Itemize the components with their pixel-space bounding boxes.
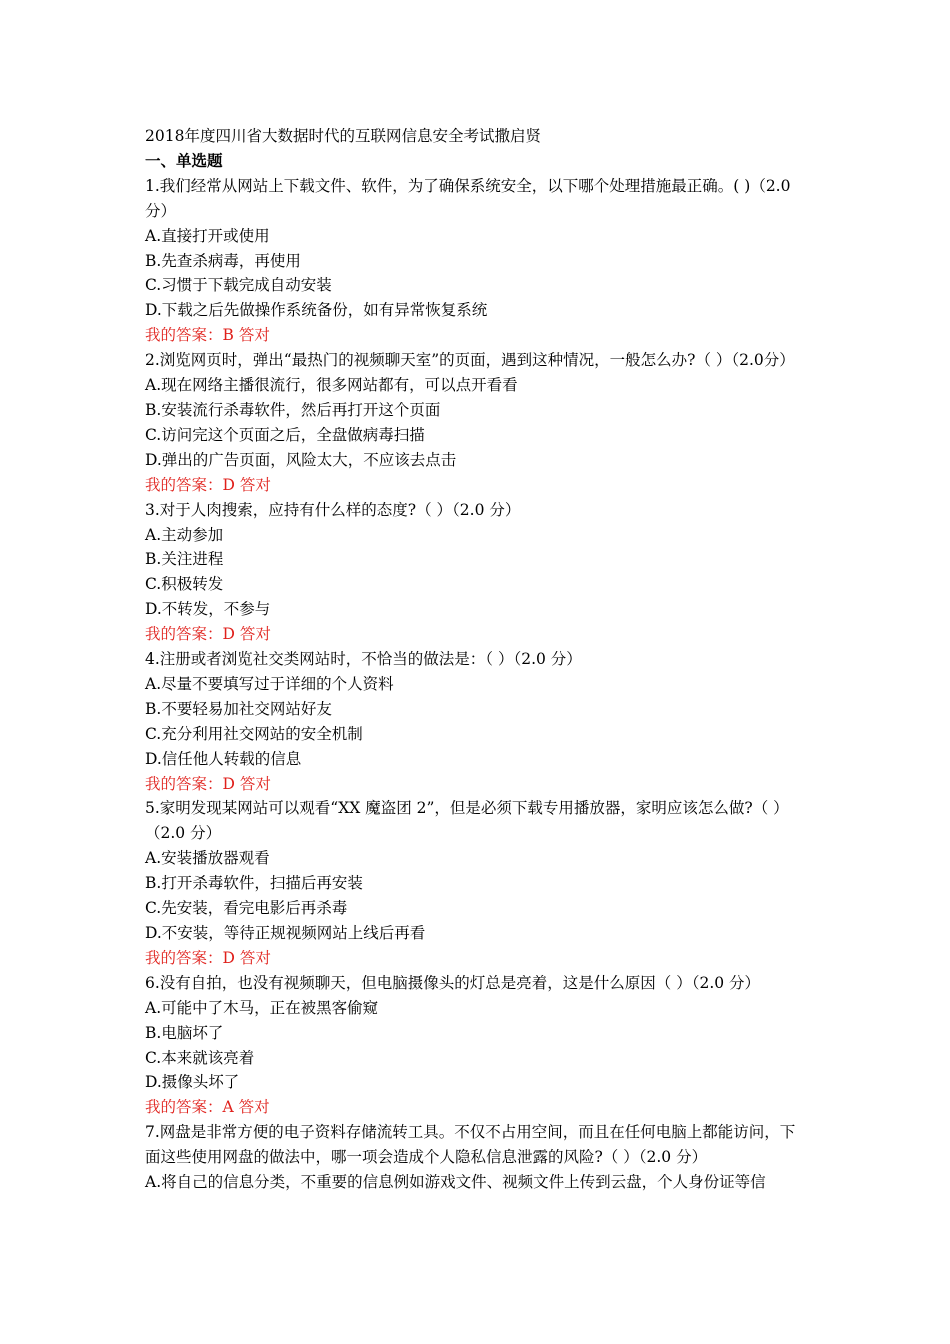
option-c: C.访问完这个页面之后，全盘做病毒扫描: [145, 425, 425, 444]
option-d: D.信任他人转载的信息: [145, 749, 302, 768]
option-a: A.现在网络主播很流行，很多网站都有，可以点开看看: [145, 376, 518, 395]
question-block: [145, 647, 810, 796]
option-d: D.弹出的广告页面，风险太大，不应该去点击: [145, 450, 457, 469]
my-answer: 我的答案：D 答对: [145, 625, 271, 644]
option-b: B.电脑坏了: [145, 1023, 224, 1042]
my-answer: 我的答案：D 答对: [145, 948, 271, 967]
section-heading: 一、单选题: [145, 150, 223, 170]
option-a: A.直接打开或使用: [145, 226, 270, 245]
question-text: 1.我们经常从网站上下载文件、软件，为了确保系统安全，以下哪个处理措施最正确。( )（2.0分）: [145, 176, 791, 220]
document-page: [145, 124, 810, 1195]
question-block: [145, 174, 810, 348]
option-b: B.安装流行杀毒软件，然后再打开这个页面: [145, 400, 441, 419]
option-c: C.充分利用社交网站的安全机制: [145, 724, 363, 743]
question-block: [145, 1120, 810, 1195]
my-answer: 我的答案：D 答对: [145, 774, 271, 793]
option-b: B.不要轻易加社交网站好友: [145, 699, 332, 718]
question-text: 7.网盘是非常方便的电子资料存储流转工具。不仅不占用空间，而且在任何电脑上都能访问，下面这些使用网盘的做法中，哪一项会造成个人隐私信息泄露的风险?（ ）（2.0 分）: [145, 1123, 796, 1167]
option-b: B.关注进程: [145, 550, 224, 569]
question-text: 4.注册或者浏览社交类网站时，不恰当的做法是：（ ）（2.0 分）: [145, 650, 582, 669]
option-a: A.尽量不要填写过于详细的个人资料: [145, 674, 394, 693]
question-block: [145, 348, 810, 497]
option-d: D.摄像头坏了: [145, 1073, 240, 1092]
option-a: A.安装播放器观看: [145, 849, 270, 868]
question-block: [145, 971, 810, 1120]
option-a: A.主动参加: [145, 525, 224, 544]
my-answer: 我的答案：B 答对: [145, 326, 270, 345]
option-b: B.打开杀毒软件，扫描后再安装: [145, 874, 363, 893]
question-text: 5.家明发现某网站可以观看“XX 魔盗团 2”，但是必须下载专用播放器，家明应该怎么做?（ ）（2.0 分）: [145, 799, 789, 843]
option-a: A.可能中了木马，正在被黑客偷窥: [145, 998, 379, 1017]
option-c: C.习惯于下载完成自动安装: [145, 276, 332, 295]
option-c: C.本来就该亮着: [145, 1048, 255, 1067]
option-d: D.不转发，不参与: [145, 600, 271, 619]
option-d: D.不安装，等待正规视频网站上线后再看: [145, 924, 426, 942]
question-text: 6.没有自拍，也没有视频聊天，但电脑摄像头的灯总是亮着，这是什么原因（ ）（2.0 分）: [145, 973, 761, 992]
option-a: A.将自己的信息分类，不重要的信息例如游戏文件、视频文件上传到云盘，个人身份证等信: [145, 1173, 766, 1192]
question-block: [145, 796, 810, 970]
my-answer: 我的答案：D 答对: [145, 475, 271, 494]
option-c: C.积极转发: [145, 575, 224, 594]
question-text: 3.对于人肉搜索，应持有什么样的态度?（ ）（2.0 分）: [145, 500, 521, 519]
option-b: B.先查杀病毒，再使用: [145, 251, 301, 270]
question-text: 2.浏览网页时，弹出“最热门的视频聊天室”的页面，遇到这种情况，一般怎么办?（ ）（2.0分）: [145, 351, 795, 370]
document-title: 2018年度四川省大数据时代的互联网信息安全考试撒启贤: [145, 127, 541, 145]
option-d: D.下载之后先做操作系统备份，如有异常恢复系统: [145, 301, 488, 320]
my-answer: 我的答案：A 答对: [145, 1098, 270, 1117]
question-block: [145, 498, 810, 647]
option-c: C.先安装，看完电影后再杀毒: [145, 899, 348, 918]
